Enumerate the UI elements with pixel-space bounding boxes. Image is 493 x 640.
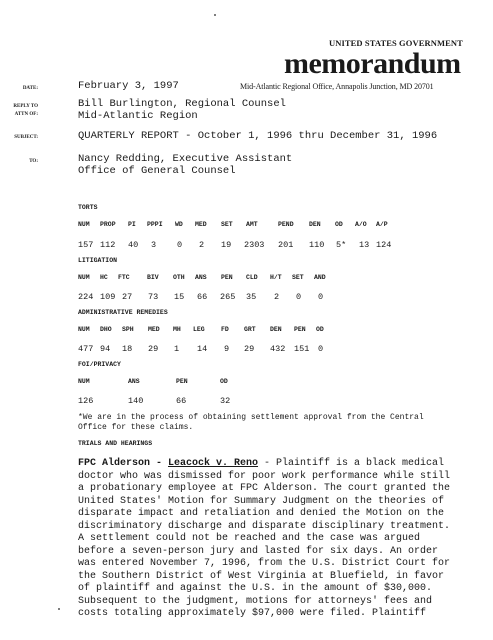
torts-value-cell: 19 (221, 240, 232, 250)
subject-label: SUBJECT: (14, 135, 38, 140)
reply-to-region: Mid-Atlantic Region (78, 110, 198, 122)
admin-header-cell: DHO (100, 326, 112, 333)
institution-name: FPC Alderson - (78, 458, 169, 469)
paragraph-line: before a seven-person jury and lasted for six days. An order (78, 545, 439, 557)
paragraph-line (78, 458, 478, 471)
torts-value-cell: 13 (359, 240, 370, 250)
torts-header-cell: OD (335, 221, 343, 228)
torts-value-cell: 110 (309, 240, 325, 250)
torts-value-cell: 112 (100, 240, 116, 250)
scan-speck (214, 14, 216, 16)
to-name: Nancy Redding, Executive Assistant (78, 153, 293, 165)
paragraph-line: was entered November 7, 1996, from the U.S. District Court for (78, 558, 451, 569)
torts-header-cell: AMT (246, 221, 258, 228)
torts-value-cell: 40 (128, 240, 139, 250)
litigation-header-cell: NUM (78, 274, 90, 281)
admin-header-cell: DEN (270, 326, 282, 333)
torts-section-title: TORTS (78, 204, 98, 211)
admin-value-cell: 151 (294, 344, 310, 354)
litigation-header-cell: HC (100, 274, 108, 281)
torts-value-cell: 2303 (244, 240, 265, 250)
torts-header-cell: A/P (376, 221, 388, 228)
to-label: TO: (29, 159, 38, 164)
trials-section-title: TRIALS AND HEARINGS (78, 440, 153, 447)
case-name: Leacock v. Reno (168, 458, 259, 469)
trials-paragraph (78, 458, 478, 621)
paragraph-line: discriminatory discharge and disparate disciplinary treatment. (78, 520, 451, 532)
paragraph-line: United States' Motion for Summary Judgment on the theories of (78, 495, 445, 507)
litigation-header-cell: SET (292, 274, 304, 281)
litigation-header-cell: BIV (147, 274, 159, 281)
paragraph-line: costs totaling approximately $97,000 were filed. Plaintiff (78, 608, 427, 619)
admin-header-cell: MED (148, 326, 160, 333)
scan-speck (58, 608, 60, 610)
admin-value-cell: 477 (78, 344, 94, 354)
admin-header-cell: NUM (78, 326, 90, 333)
torts-header-cell: NUM (78, 221, 90, 228)
torts-header-cell: DEN (309, 221, 321, 228)
admin-value-cell: 94 (100, 344, 111, 354)
foi-value-cell: 140 (128, 396, 144, 406)
admin-header-cell: SPH (122, 326, 134, 333)
paragraph-text: - Plaintiff is a black medical (258, 458, 445, 469)
torts-header-cell: A/O (355, 221, 367, 228)
admin-value-cell: 18 (122, 344, 133, 354)
litigation-value-cell: 0 (318, 292, 324, 302)
litigation-value-cell: 265 (220, 292, 236, 302)
attn-of-label: ATTN OF: (14, 112, 38, 117)
admin-header-cell: GRT (244, 326, 256, 333)
litigation-header-cell: AND (314, 274, 326, 281)
torts-header-cell: WD (175, 221, 183, 228)
reply-to-name: Bill Burlington, Regional Counsel (78, 98, 286, 110)
admin-header-cell: FD (221, 326, 229, 333)
foi-header-cell: OD (220, 378, 228, 385)
reply-to-label: REPLY TO (13, 104, 38, 109)
torts-header-cell: SET (221, 221, 233, 228)
litigation-header-cell: OTH (173, 274, 185, 281)
admin-section-title: ADMINISTRATIVE REMEDIES (78, 309, 168, 316)
litigation-value-cell: 2 (274, 292, 280, 302)
litigation-value-cell: 109 (100, 292, 116, 302)
litigation-header-cell: FTC (118, 274, 130, 281)
admin-value-cell: 0 (318, 344, 324, 354)
government-heading: UNITED STATES GOVERNMENT (329, 38, 463, 48)
admin-value-cell: 29 (148, 344, 159, 354)
to-office: Office of General Counsel (78, 165, 236, 177)
admin-header-cell: PEN (294, 326, 306, 333)
torts-value-cell: 124 (376, 240, 392, 250)
paragraph-line: doctor who was dismissed for poor work performance while still (78, 470, 451, 482)
torts-value-cell: 157 (78, 240, 94, 250)
litigation-value-cell: 27 (122, 292, 133, 302)
foi-header-cell: ANS (128, 378, 140, 385)
admin-value-cell: 14 (197, 344, 208, 354)
settlement-note-line: *We are in the process of obtaining settlement approval from the Central (78, 413, 424, 422)
litigation-value-cell: 15 (174, 292, 185, 302)
foi-header-cell: NUM (78, 378, 90, 385)
date-label: DATE: (22, 86, 38, 91)
torts-value-cell: 3 (151, 240, 157, 250)
foi-value-cell: 126 (78, 396, 94, 406)
torts-value-cell: 2 (199, 240, 205, 250)
memo-date: February 3, 1997 (78, 80, 179, 92)
foi-value-cell: 32 (220, 396, 231, 406)
torts-value-cell: 0 (177, 240, 183, 250)
foi-value-cell: 66 (176, 396, 187, 406)
torts-value-cell: 201 (278, 240, 294, 250)
admin-header-cell: MH (173, 326, 181, 333)
paragraph-line: a probationary employee at FPC Alderson. The court granted the (78, 483, 451, 494)
torts-header-cell: PROP (100, 221, 116, 228)
torts-header-cell: MED (195, 221, 207, 228)
admin-value-cell: 9 (224, 344, 230, 354)
paragraph-line: Subsequent to the judgment, motions for attorneys' fees and (78, 595, 433, 607)
litigation-value-cell: 0 (296, 292, 302, 302)
paragraph-line: A settlement could not be reached and the case was argued (78, 533, 421, 544)
litigation-value-cell: 35 (246, 292, 257, 302)
litigation-header-cell: CLD (246, 274, 258, 281)
foi-section-title: FOI/PRIVACY (78, 361, 121, 368)
litigation-header-cell: PEN (221, 274, 233, 281)
litigation-header-cell: ANS (195, 274, 207, 281)
paragraph-line: of plaintiff and against the U.S. in the amount of $30,000. (78, 583, 433, 594)
office-address: Mid-Atlantic Regional Office, Annapolis Junction, MD 20701 (240, 82, 434, 91)
litigation-value-cell: 224 (78, 292, 94, 302)
torts-header-cell: PEND (278, 221, 294, 228)
litigation-value-cell: 73 (148, 292, 159, 302)
paragraph-line: the Southern District of West Virginia at Bluefield, in favor (78, 570, 445, 582)
litigation-header-cell: H/T (270, 274, 282, 281)
memo-subject: QUARTERLY REPORT - October 1, 1996 thru December 31, 1996 (78, 130, 438, 142)
admin-value-cell: 1 (174, 344, 180, 354)
admin-value-cell: 432 (270, 344, 286, 354)
litigation-value-cell: 66 (197, 292, 208, 302)
foi-header-cell: PEN (176, 378, 188, 385)
settlement-note-line: Office for these claims. (78, 423, 194, 432)
torts-header-cell: PPPI (147, 221, 163, 228)
torts-value-cell: 5* (336, 240, 347, 250)
litigation-section-title: LITIGATION (78, 257, 118, 264)
torts-header-cell: PI (128, 221, 136, 228)
paragraph-line: disparate impact and retaliation and denied the Motion on the (78, 508, 445, 519)
admin-value-cell: 29 (244, 344, 255, 354)
memo-title: memorandum (284, 47, 461, 80)
admin-header-cell: OD (316, 326, 324, 333)
admin-header-cell: LEG (193, 326, 205, 333)
